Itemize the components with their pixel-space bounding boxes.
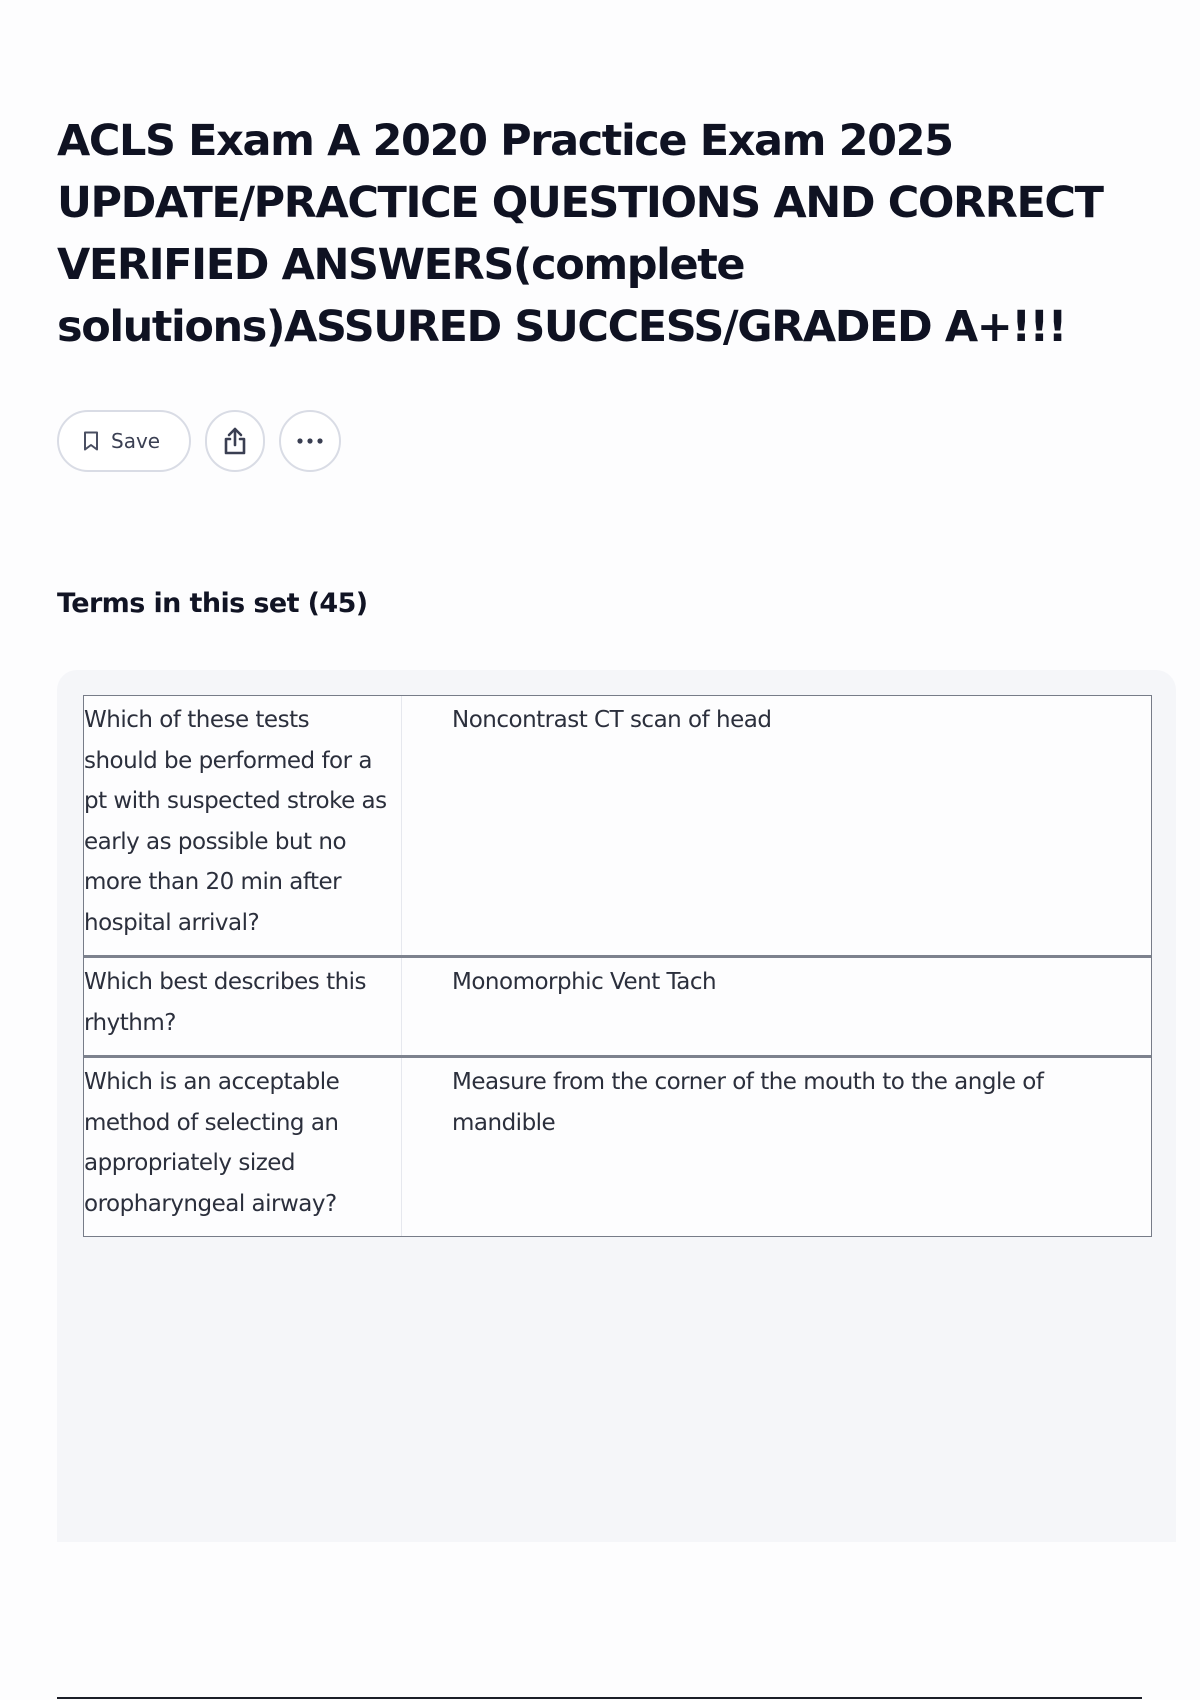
definition-text: Noncontrast CT scan of head	[452, 707, 772, 733]
share-icon	[221, 426, 249, 456]
share-button[interactable]	[205, 410, 265, 472]
term-text: Which is an acceptable method of selecting an appropriately sized oropharyngeal airway?	[84, 1058, 402, 1236]
more-options-button[interactable]	[279, 410, 341, 472]
term-row[interactable]	[84, 696, 1151, 958]
save-button-label: Save	[111, 429, 161, 453]
bookmark-icon	[83, 431, 99, 451]
term-text: Which best describes this rhythm?	[84, 958, 402, 1055]
terms-table	[83, 695, 1152, 1237]
action-bar	[57, 410, 341, 472]
bottom-divider	[57, 1697, 1142, 1699]
term-row[interactable]	[84, 958, 1151, 1058]
page-title: ACLS Exam A 2020 Practice Exam 2025 UPDATE/PRACTICE QUESTIONS AND CORRECT VERIFIED ANSWERS(complete solutions)ASSURED SUCCESS/GRADED A+!!!	[57, 116, 1103, 352]
more-horizontal-icon	[295, 437, 325, 445]
terms-heading: Terms in this set (45)	[57, 588, 368, 619]
term-row[interactable]	[84, 1058, 1151, 1236]
save-button[interactable]	[57, 410, 191, 472]
definition-text: Monomorphic Vent Tach	[452, 969, 717, 995]
term-text: Which of these tests should be performed for a pt with suspected stroke as early as possible but no more than 20 min after hospital arrival?	[84, 696, 402, 955]
definition-text: Measure from the corner of the mouth to the angle of mandible	[452, 1069, 1044, 1136]
